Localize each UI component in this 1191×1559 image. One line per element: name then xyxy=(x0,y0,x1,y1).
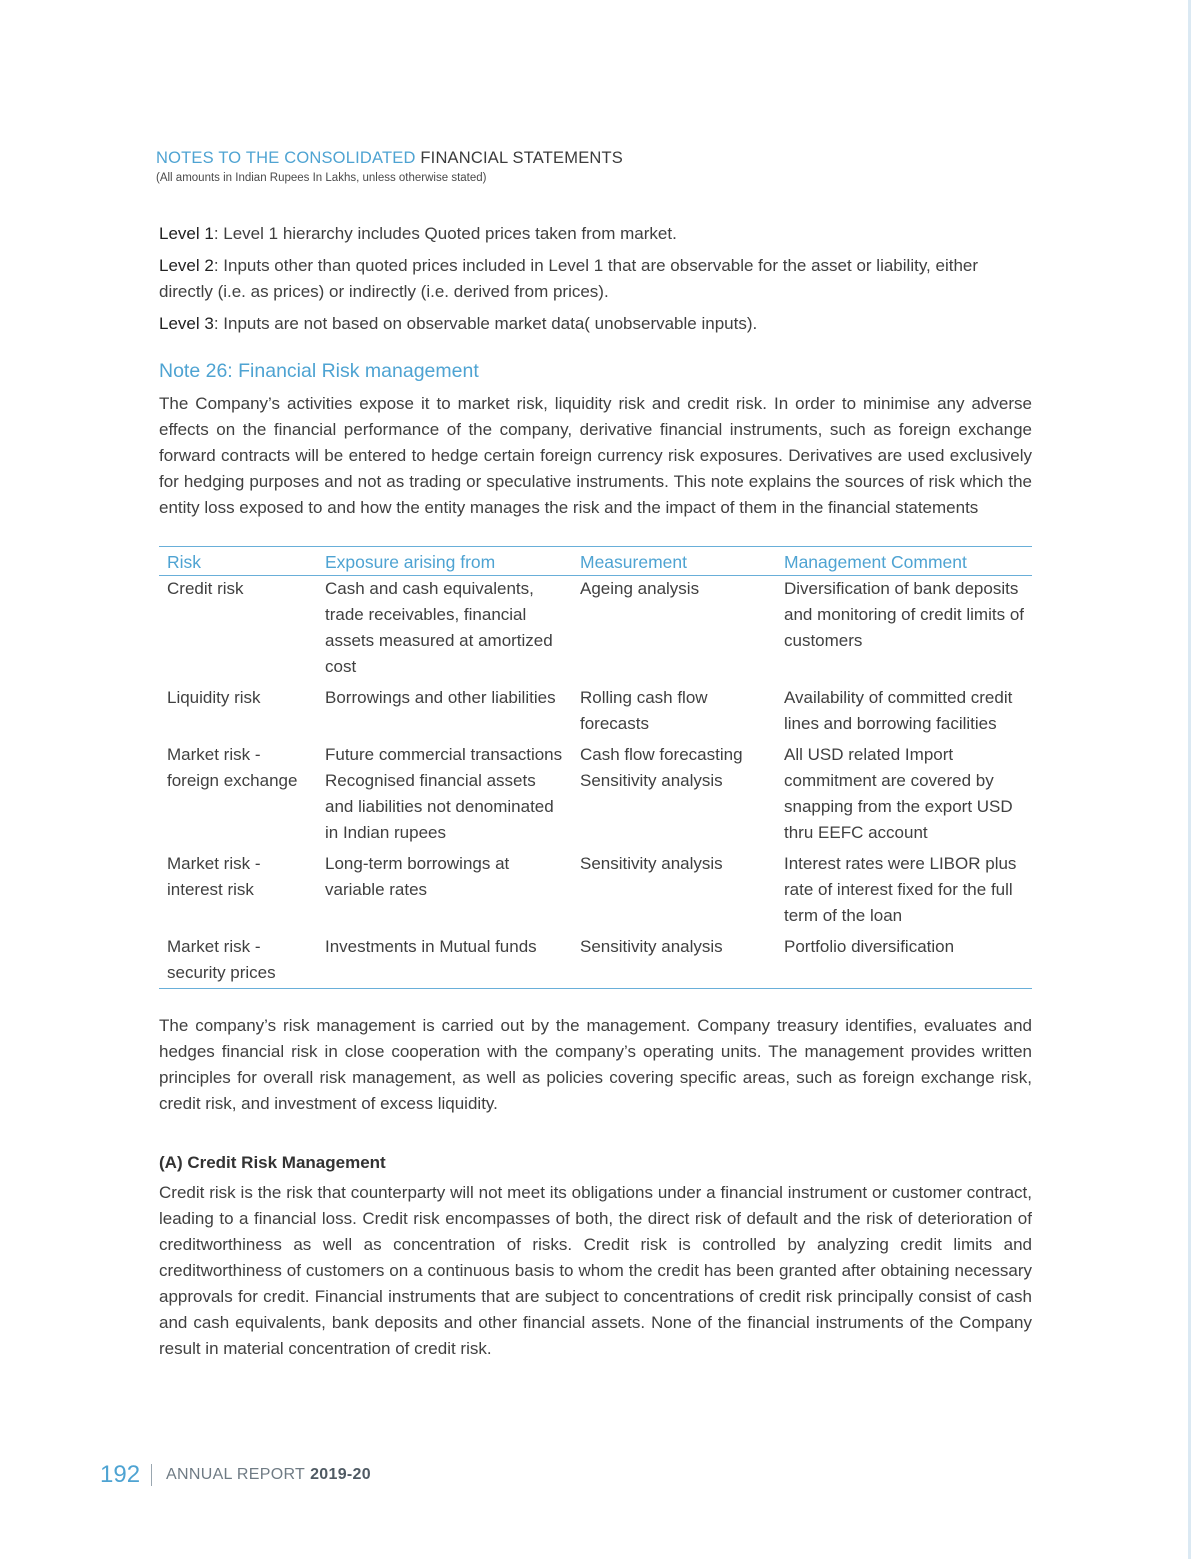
risk-management-paragraph: The company’s risk management is carried out by the management. Company treasury identifies, evaluates and hedges financial risk in close cooperation with the company’s operating units. The management provides written principles for overall risk management, as well as policies covering specific areas, such as foreign exchange risk, credit risk, and investment of excess liquidity. xyxy=(159,1016,1032,1113)
note-26-intro: The Company’s activities expose it to market risk, liquidity risk and credit risk. In order to minimise any adverse effects on the financial performance of the company, derivative financial instruments, such as foreign exchange forward contracts will be entered to hedge certain foreign currency risk exposures. Derivatives are used exclusively for hedging purposes and not as trading or speculative instruments. This note explains the sources of risk which the entity loss exposed to and how the entity manages the risk and the impact of them in the financial statements xyxy=(159,394,1032,517)
cell-measurement: Sensitivity analysis xyxy=(580,854,723,873)
cell-exposure: Investments in Mutual funds xyxy=(317,933,572,989)
column-header-management-comment: Management Comment xyxy=(776,547,1032,576)
credit-risk-paragraph: Credit risk is the risk that counterparty will not meet its obligations under a financial instrument or customer contract, leading to a financial loss. Credit risk encompasses of both, the direct risk of default and the risk of deterioration of creditworthiness as well as concentration of risks. Credit risk is controlled by analyzing credit limits and creditworthiness of customers on a continuous basis to whom the credit has been granted after obtaining necessary approvals for credit. Financial instruments that are subject to concentrations of credit risk principally consist of cash and cash equivalents, bank deposits and other financial assets. None of the financial instruments of the Company result in material concentration of credit risk. xyxy=(159,1183,1032,1358)
table-row xyxy=(159,850,1032,933)
level-label: Level 2 xyxy=(159,256,214,275)
table-header-row xyxy=(159,547,1032,576)
column-header-measurement: Measurement xyxy=(572,547,776,576)
cell-comment: Portfolio diversification xyxy=(776,933,1032,989)
level-2-definition xyxy=(159,253,1032,305)
page-number: 192 xyxy=(100,1461,141,1488)
note-26-heading: Note 26: Financial Risk management xyxy=(159,360,479,382)
cell-measurement: Rolling cash flow forecasts xyxy=(580,688,708,733)
report-label: ANNUAL REPORT xyxy=(166,1466,306,1483)
cell-exposure: Long-term borrowings at variable rates xyxy=(325,854,510,899)
cell-risk: Market risk - security prices xyxy=(159,933,317,989)
page-content xyxy=(159,221,1032,1362)
level-label: Level 3 xyxy=(159,314,214,333)
cell-measurement: Sensitivity analysis xyxy=(572,933,776,989)
cell-comment: Availability of committed credit lines and borrowing facilities xyxy=(784,688,1013,733)
cell-comment: All USD related Import commitment are covered by snapping from the export USD thru EEFC account xyxy=(784,745,1013,842)
cell-comment: Interest rates were LIBOR plus rate of interest fixed for the full term of the loan xyxy=(784,854,1017,925)
risk-table xyxy=(159,546,1032,989)
page-title xyxy=(156,147,1056,169)
column-header-risk: Risk xyxy=(159,547,317,576)
level-text: : Level 1 hierarchy includes Quoted prices taken from market. xyxy=(213,224,677,243)
level-3-definition xyxy=(159,311,1032,337)
cell-risk: Liquidity risk xyxy=(167,688,261,707)
level-text: : Inputs are not based on observable market data( unobservable inputs). xyxy=(213,314,758,333)
table-row xyxy=(159,576,1032,685)
column-header-exposure: Exposure arising from xyxy=(317,547,572,576)
cell-comment: Diversification of bank deposits and monitoring of credit limits of customers xyxy=(784,579,1024,650)
report-year: 2019-20 xyxy=(310,1466,371,1483)
cell-measurement: Ageing analysis xyxy=(580,579,700,598)
level-1-definition xyxy=(159,221,1032,247)
cell-risk: Market risk - interest risk xyxy=(167,854,261,899)
table-row xyxy=(159,741,1032,850)
cell-exposure: Cash and cash equivalents, trade receivables, financial assets measured at amortized cost xyxy=(325,579,553,676)
cell-exposure: Future commercial transactions Recognised financial assets and liabilities not denominated in Indian rupees xyxy=(325,745,563,842)
credit-risk-heading: (A) Credit Risk Management xyxy=(159,1153,386,1172)
level-text: : Inputs other than quoted prices included in Level 1 that are observable for the asset or liability, either directly (i.e. as prices) or indirectly (i.e. derived from prices). xyxy=(159,256,979,301)
cell-risk: Credit risk xyxy=(167,579,244,598)
cell-measurement: Cash flow forecasting Sensitivity analysis xyxy=(580,745,743,790)
cell-exposure: Borrowings and other liabilities xyxy=(325,688,556,707)
page-title-blue: NOTES TO THE CONSOLIDATED xyxy=(156,149,416,167)
page-subtitle: (All amounts in Indian Rupees In Lakhs, unless otherwise stated) xyxy=(156,172,487,184)
cell-risk: Market risk - foreign exchange xyxy=(167,745,298,790)
page-footer xyxy=(100,1459,371,1491)
table-row xyxy=(159,684,1032,741)
level-label: Level 1 xyxy=(159,224,214,243)
table-row xyxy=(159,933,1032,989)
page-title-dark: FINANCIAL STATEMENTS xyxy=(420,149,624,167)
footer-divider xyxy=(151,1464,152,1486)
page-header xyxy=(156,147,1056,186)
